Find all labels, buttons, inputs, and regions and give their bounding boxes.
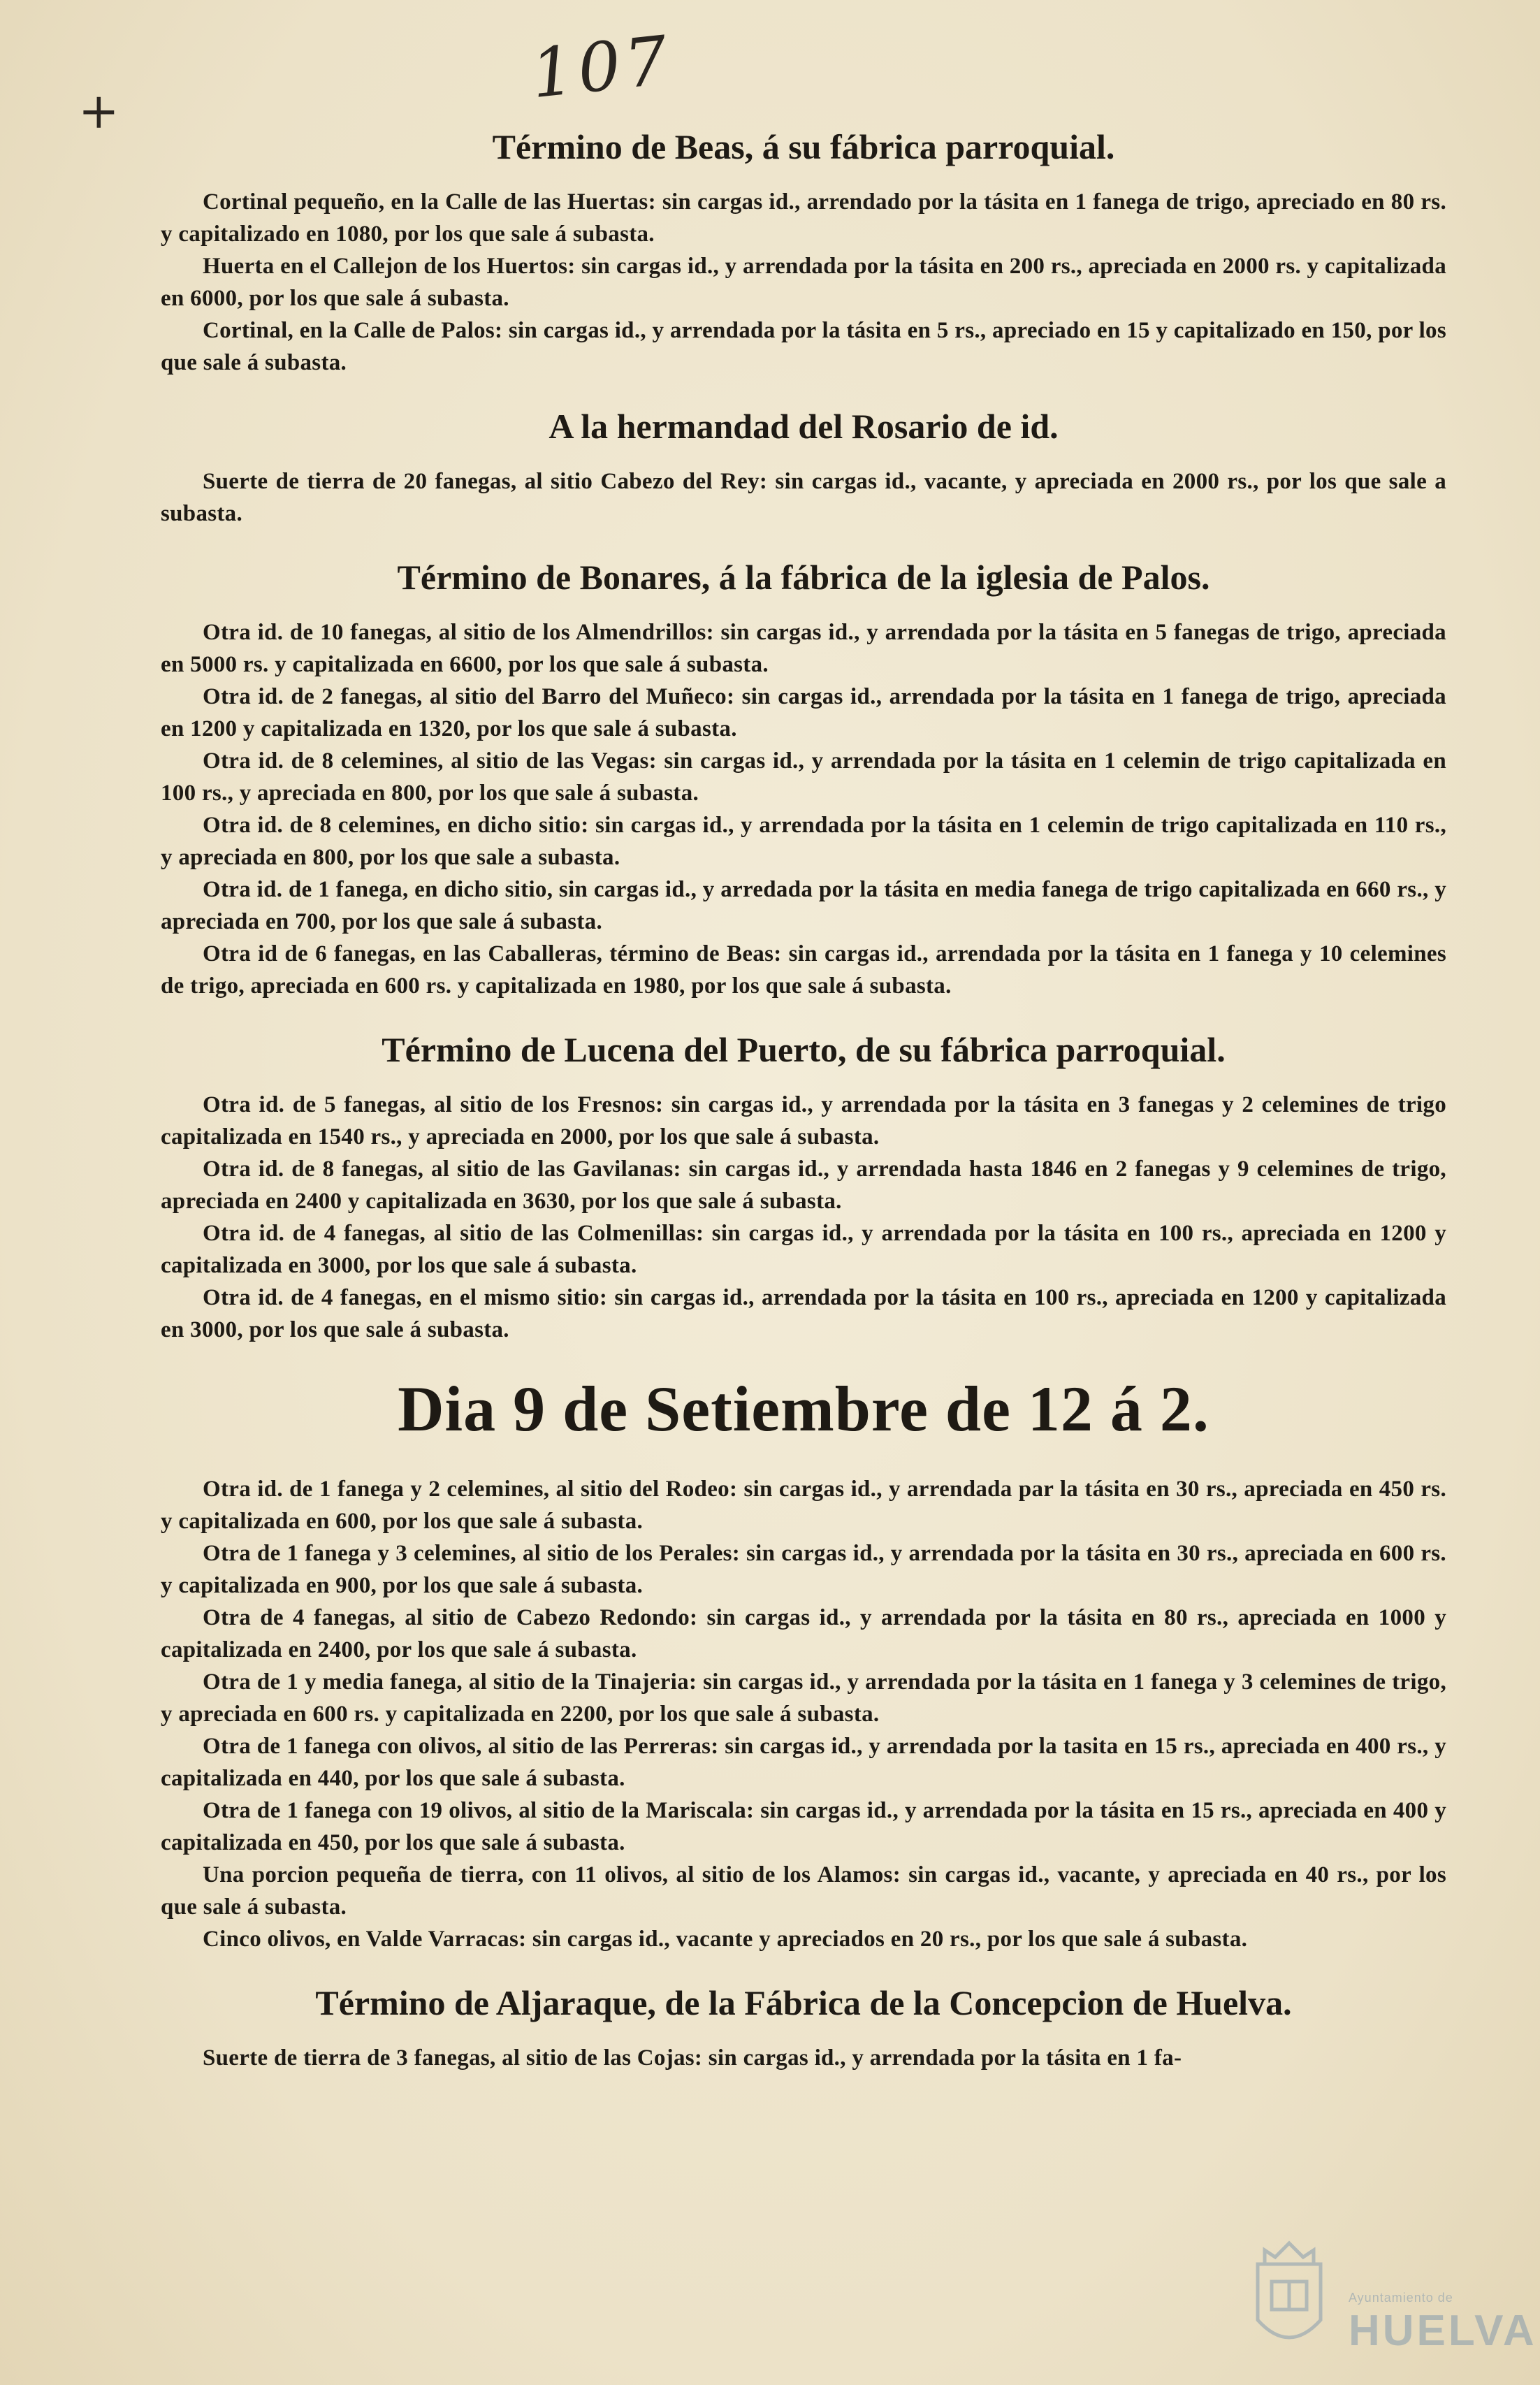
watermark-small-text: Ayuntamiento de (1349, 2291, 1453, 2305)
document-body (161, 126, 1446, 2101)
watermark-text: HUELVA (1349, 2307, 1537, 2355)
list-item: Cortinal pequeño, en la Calle de las Huertas: sin cargas id., arrendado por la tásita en 1 fanega de trigo, apreciado en 80 rs. y capitalizado en 1080, por los que sale á subasta. (161, 189, 1446, 247)
section-heading: Término de Bonares, á la fábrica de la iglesia de Palos. (397, 558, 1210, 597)
list-item: Cinco olivos, en Valde Varracas: sin cargas id., vacante y apreciados en 20 rs., por los que sale á subasta. (203, 1927, 1248, 1952)
list-item: Otra id. de 1 fanega y 2 celemines, al sitio del Rodeo: sin cargas id., y arrendada par la tásita en 30 rs., apreciada en 450 rs. y capitalizada en 600, por los que sale á subasta. (161, 1477, 1446, 1534)
day-heading: Dia 9 de Setiembre de 12 á 2. (398, 1373, 1210, 1444)
section-heading: Término de Aljaraque, de la Fábrica de la Concepcion de Huelva. (315, 1983, 1292, 2022)
section-lucena (161, 1029, 1446, 1346)
section-aljaraque (161, 1982, 1446, 2074)
list-item: Otra de 1 y media fanega, al sitio de la Tinajeria: sin cargas id., y arrendada por la tásita en 1 fanega y 3 celemines de trigo, y apreciada en 600 rs. y capitalizada en 2200, por los que sale á subasta. (161, 1669, 1446, 1727)
list-item: Una porcion pequeña de tierra, con 11 olivos, al sitio de los Alamos: sin cargas id., vacante, y apreciada en 40 rs., por los que sale á subasta. (161, 1862, 1446, 1920)
section-heading: Término de Lucena del Puerto, de su fábrica parroquial. (382, 1030, 1226, 1069)
list-item: Suerte de tierra de 20 fanegas, al sitio Cabezo del Rey: sin cargas id., vacante, y apreciada en 2000 rs., por los que sale a subasta. (161, 469, 1446, 526)
list-item: Otra de 1 fanega con 19 olivos, al sitio de la Mariscala: sin cargas id., y arrendada por la tásita en 15 rs., apreciada en 400 y capitalizada en 450, por los que sale á subasta. (161, 1798, 1446, 1855)
list-item: Otra de 4 fanegas, al sitio de Cabezo Redondo: sin cargas id., y arrendada por la tásita en 80 rs., apreciada en 1000 y capitalizada en 2400, por los que sale á subasta. (161, 1605, 1446, 1662)
section-rosario (161, 405, 1446, 530)
list-item: Otra id. de 8 celemines, al sitio de las Vegas: sin cargas id., y arrendada por la tásita en 1 celemin de trigo capitalizada en 100 rs., y apreciada en 800, por los que sale á subasta. (161, 748, 1446, 806)
section-day-9 (161, 1473, 1446, 1955)
section-bonares (161, 556, 1446, 1002)
list-item: Otra id. de 1 fanega, en dicho sitio, sin cargas id., y arredada por la tásita en media fanega de trigo capitalizada en 660 rs., y apreciada en 700, por los que sale á subasta. (161, 877, 1446, 934)
list-item: Otra de 1 fanega con olivos, al sitio de las Perreras: sin cargas id., y arrendada por la tasita en 15 rs., apreciada en 400 rs., y capitalizada en 440, por los que sale á subasta. (161, 1734, 1446, 1791)
section-heading: Término de Beas, á su fábrica parroquial. (492, 127, 1115, 166)
list-item: Otra id de 6 fanegas, en las Caballeras, término de Beas: sin cargas id., arrendada por la tásita en 1 fanega y 10 celemines de trigo, apreciada en 600 rs. y capitalizada en 1980, por los que sale á subasta. (161, 941, 1446, 999)
list-item: Huerta en el Callejon de los Huertos: sin cargas id., y arrendada por la tásita en 200 rs., apreciada en 2000 rs. y capitalizada en 6000, por los que sale á subasta. (161, 254, 1447, 311)
list-item: Cortinal, en la Calle de Palos: sin cargas id., y arrendada por la tásita en 5 rs., apreciado en 15 y capitalizado en 150, por los que sale á subasta. (161, 318, 1446, 375)
watermark-logo (1244, 2236, 1537, 2376)
city-crest-icon (1244, 2236, 1335, 2369)
margin-mark: + (78, 82, 119, 140)
list-item: Suerte de tierra de 3 fanegas, al sitio de las Cojas: sin cargas id., y arrendada por la tásita en 1 fa- (203, 2045, 1182, 2071)
list-item: Otra de 1 fanega y 3 celemines, al sitio de los Perales: sin cargas id., y arrendada por la tásita en 30 rs., apreciada en 600 rs. y capitalizada en 900, por los que sale á subasta. (161, 1541, 1446, 1598)
list-item: Otra id. de 10 fanegas, al sitio de los Almendrillos: sin cargas id., y arrendada por la tásita en 5 fanegas de trigo, apreciada en 5000 rs. y capitalizada en 6600, por los que sale á subasta. (161, 620, 1446, 677)
list-item: Otra id. de 4 fanegas, en el mismo sitio: sin cargas id., arrendada por la tásita en 100 rs., apreciada en 1200 y capitalizada en 3000, por los que sale á subasta. (161, 1285, 1446, 1342)
list-item: Otra id. de 4 fanegas, al sitio de las Colmenillas: sin cargas id., y arrendada por la tásita en 100 rs., apreciada en 1200 y capitalizada en 3000, por los que sale á subasta. (161, 1221, 1446, 1278)
section-heading: A la hermandad del Rosario de id. (549, 407, 1059, 446)
section-beas (161, 126, 1446, 379)
list-item: Otra id. de 8 fanegas, al sitio de las Gavilanas: sin cargas id., y arrendada hasta 1846 en 2 fanegas y 9 celemines de trigo, apreciada en 2400 y capitalizada en 3630, por los que sale á subasta. (161, 1157, 1446, 1214)
folio-number: 107 (527, 20, 676, 114)
list-item: Otra id. de 5 fanegas, al sitio de los Fresnos: sin cargas id., y arrendada por la tásita en 3 fanegas y 2 celemines de trigo capitalizada en 1540 rs., y apreciada en 2000, por los que sale á subasta. (161, 1092, 1446, 1150)
list-item: Otra id. de 8 celemines, en dicho sitio: sin cargas id., y arrendada por la tásita en 1 celemin de trigo capitalizada en 110 rs., y apreciada en 800, por los que sale a subasta. (161, 813, 1446, 870)
list-item: Otra id. de 2 fanegas, al sitio del Barro del Muñeco: sin cargas id., arrendada por la tásita en 1 fanega de trigo, apreciada en 1200 y capitalizada en 1320, por los que sale á subasta. (161, 684, 1446, 741)
